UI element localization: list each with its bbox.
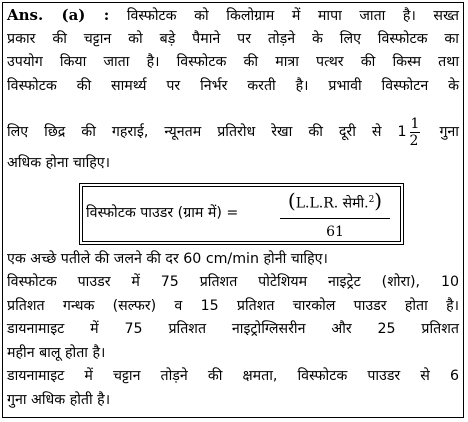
answer-line-5-post: गुना — [439, 124, 459, 140]
formula-fraction — [280, 189, 390, 243]
body-line-13: गुना अधिक होती है। — [7, 392, 111, 408]
answer-line-4: विस्फोटक की सामर्थ्य पर निर्भर करती है। प्रभावी विस्फोटन के — [7, 78, 459, 94]
formula-exponent: 2 — [368, 195, 375, 205]
formula-numerator-text: L.L.R. सेमी. — [295, 195, 369, 212]
body-line-8: विस्फोटक पाउडर में 75 प्रतिशत पोटेशियम नाइट्रेट (शोरा), 10 — [7, 274, 459, 290]
formula-numerator: (L.L.R. सेमी.$^2$) — [280, 189, 390, 219]
answer-line-1-text: विस्फोटक को किलोग्राम में मापा जाता है। सख्त — [126, 8, 460, 24]
body-line-10: डायनामाइट में 75 प्रतिशत नाइट्रोग्लिसरीन और 25 प्रतिशत — [7, 321, 459, 337]
answer-line-2: प्रकार की चट्टान को बड़े पैमाने पर तोड़ने के लिए विस्फोटक का — [7, 31, 459, 47]
answer-line-6: अधिक होना चाहिए। — [7, 155, 111, 171]
formula-denominator: 61 — [326, 223, 344, 240]
formula-box — [79, 183, 404, 245]
answer-line-5 — [7, 114, 459, 150]
body-line-9: प्रतिशत गन्धक (सल्फर) व 15 प्रतिशत चारकोल पाउडर होता है। — [7, 298, 459, 314]
mixed-fraction — [410, 116, 421, 149]
fraction-denominator: 2 — [409, 132, 419, 149]
fraction-numerator: 1 — [410, 115, 420, 132]
answer-label: Ans. (a) : — [7, 6, 110, 24]
formula-lhs: विस्फोटक पाउडर (ग्राम में) = — [86, 205, 239, 221]
answer-line-3: उपयोग किया जाता है। विस्फोटक की मात्रा पत्थर की किस्म तथा — [7, 54, 459, 70]
answer-line-1 — [7, 5, 459, 26]
body-line-7: एक अच्छे पतीले की जलने की दर 60 cm/min होनी चाहिए। — [7, 251, 328, 267]
body-line-11: महीन बालू होता है। — [7, 345, 106, 361]
answer-line-5-pre: लिए छिद्र की गहराई, न्यूनतम प्रतिरोध रेखा की दूरी से 1 — [7, 124, 407, 140]
body-line-12: डायनामाइट में चट्टान तोड़ने की क्षमता, विस्फोटक पाउडर से 6 — [7, 368, 459, 384]
